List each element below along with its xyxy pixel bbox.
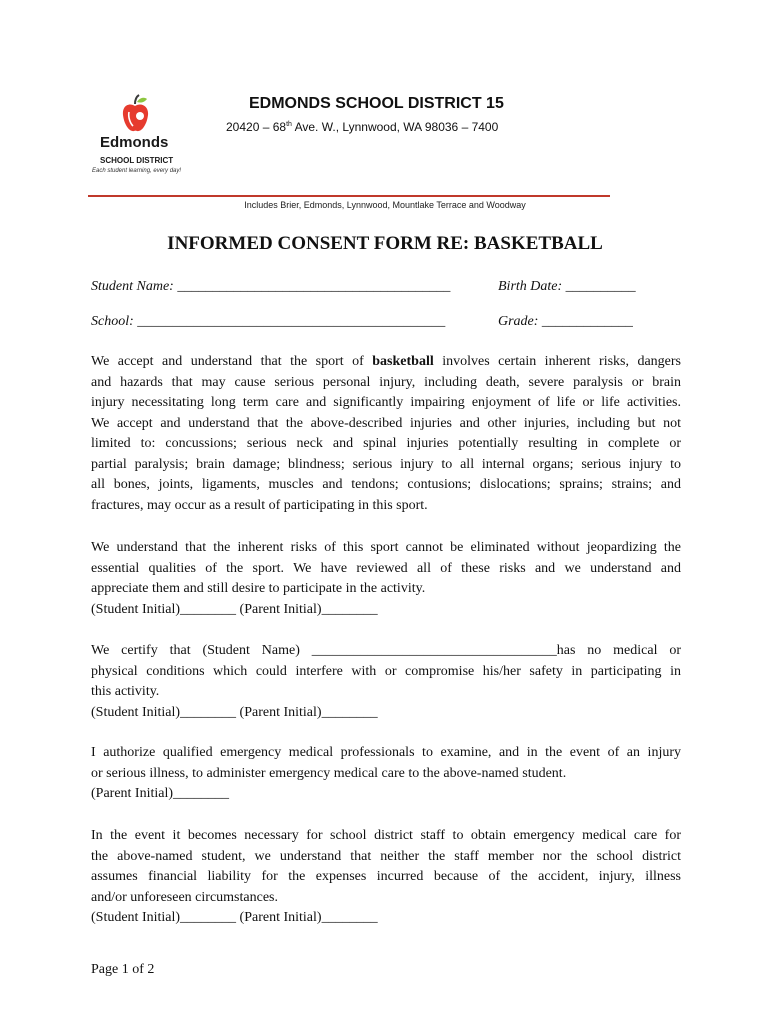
student-name-field[interactable]: Student Name: _______________________________________ xyxy=(91,279,451,294)
apple-logo-icon xyxy=(120,94,150,134)
initials-line[interactable]: (Parent Initial)________ xyxy=(91,786,230,801)
header-divider xyxy=(88,195,610,197)
risks-paragraph: We accept and understand that the sport of basketball involves certain inherent risks, dangers and hazards that may cause serious personal injury, including death, severe paralysis or brain injury necessitating long term care and significantly impairing enjoyment of life or life activities. We accept and understand that the above-described injuries and other injuries, including but not limited to: concussions; serious neck and spinal injuries potentially resulting in complete or partial paralysis; brain damage; blindness; serious injury to all internal organs; serious injury to all bones, joints, ligaments, muscles and tendons; contusions; dislocations; sprains; strains; and fractures, may occur as a result of participating in this sport. xyxy=(91,354,681,513)
district-includes: Includes Brier, Edmonds, Lynnwood, Mountlake Terrace and Woodway xyxy=(244,200,526,210)
emergency-authorization-paragraph: I authorize qualified emergency medical professionals to examine, and in the event of an injury or serious illness, to administer emergency medical care to the above-named student. (Parent Initial)________ xyxy=(91,743,681,805)
initials-line[interactable]: (Student Initial)________ (Parent Initial)________ xyxy=(91,601,378,617)
sport-name: basketball xyxy=(372,354,434,369)
inherent-risks-paragraph: We understand that the inherent risks of this sport cannot be eliminated without jeopardizing the essential qualities of the sport. We have reviewed all of these risks and we understand and appreciate them and still desire to participate in the activity. (Student Initial)________ (Parent Initial)________ xyxy=(91,538,681,620)
birth-date-field[interactable]: Birth Date: __________ xyxy=(498,279,636,294)
logo-wordmark: Edmonds xyxy=(100,134,169,151)
initials-line[interactable]: (Student Initial)________ (Parent Initial)________ xyxy=(91,704,378,720)
district-name: EDMONDS SCHOOL DISTRICT 15 xyxy=(249,95,504,112)
medical-certification-paragraph: We certify that (Student Name) ___________________________________has no medical or physical conditions which could interfere with or compromise his/her safety in participating in this activity. (Student Initial)________ (Parent Initial)________ xyxy=(91,641,681,723)
logo-subtitle: SCHOOL DISTRICT xyxy=(100,156,174,165)
initials-line[interactable]: (Student Initial)________ (Parent Initial)________ xyxy=(91,910,378,925)
school-field[interactable]: School: ____________________________________________ xyxy=(91,314,446,329)
district-address: 20420 – 68th Ave. W., Lynnwood, WA 98036 – 7400 xyxy=(226,120,499,134)
page-number: Page 1 of 2 xyxy=(91,962,155,977)
financial-liability-paragraph: In the event it becomes necessary for school district staff to obtain emergency medical care for the above-named student, we understand that neither the staff member nor the school district assumes financial liability for the expenses incurred because of the accident, injury, illness and/or unforeseen circumstances. (Student Initial)________ (Parent Initial)________ xyxy=(91,826,681,929)
form-title: INFORMED CONSENT FORM RE: BASKETBALL xyxy=(167,233,603,254)
logo-tagline: Each student learning, every day! xyxy=(92,168,182,174)
grade-field[interactable]: Grade: _____________ xyxy=(498,314,633,329)
